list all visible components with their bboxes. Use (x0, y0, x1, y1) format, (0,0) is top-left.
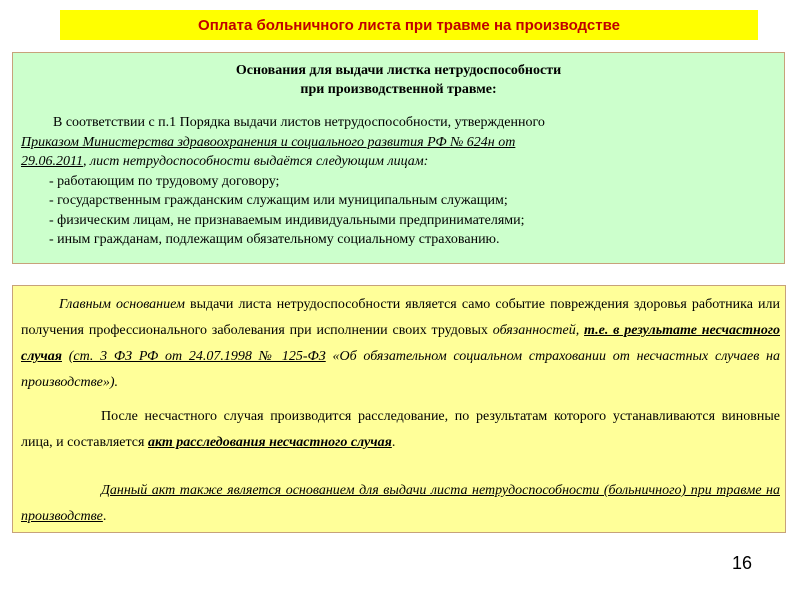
duties-word: обязанностей, (492, 323, 580, 338)
paragraph-investigation (21, 404, 780, 456)
list-item: - физическим лицам, не признаваемым индивидуальными предпринимателями; (49, 212, 525, 228)
investigation-text: После несчастного случая производится расследование, по результатам которого устанавливаются виновные лица, и составляется (21, 409, 780, 450)
intro-tail: , лист нетрудоспособности выдаётся следующим лицам: (82, 154, 429, 169)
grounds-box (12, 52, 785, 264)
title-bar (60, 10, 758, 40)
paragraph-act-basis (21, 478, 780, 530)
main-ground-text: выдачи листа нетрудоспособности является само событие повреждения здоровья работника или получения профессионального заболевания при исполнении своих трудовых (21, 297, 780, 338)
order-paragraph (21, 133, 781, 172)
investigation-end: . (391, 435, 396, 450)
grounds-heading-line1: Основания для выдачи листка нетрудоспособности (235, 63, 562, 78)
list-item: - иным гражданам, подлежащим обязательному социальному страхованию. (49, 232, 500, 247)
page-number: 16 (731, 553, 753, 573)
order-date: 29.06.2011 (21, 154, 83, 169)
investigation-act: акт расследования несчастного случая (147, 435, 392, 450)
list-item: - работающим по трудовому договору; (49, 173, 280, 189)
order-reference: Приказом Министерства здравоохранения и социального развития РФ № 624н от (21, 134, 516, 150)
accident-phrase: т.е. в результате несчастного случая (21, 323, 780, 364)
grounds-body (21, 113, 781, 250)
main-ground-phrase: Главным основанием (59, 297, 185, 312)
intro-text: В соответствии с п.1 Порядка выдачи листов нетрудоспособности, утвержденного (53, 115, 545, 130)
slide-title: Оплата больничного листа при травме на производстве (198, 16, 620, 34)
main-ground-box (12, 285, 786, 533)
grounds-heading-line2: при производственной травме: (300, 82, 497, 97)
paragraph-main-ground (21, 292, 780, 396)
law-reference: (ст. 3 ФЗ РФ от 24.07.1998 № 125-ФЗ (68, 349, 326, 364)
grounds-heading (13, 61, 784, 99)
law-title: «Об обязательном социальном страховании от несчастных случаев на производстве»). (21, 349, 781, 390)
list-item: - государственным гражданским служащим или муниципальным служащим; (49, 193, 508, 208)
act-basis-end: . (102, 509, 107, 524)
act-basis-text: Данный акт также является основанием для выдачи листа нетрудоспособности (больничного) при травме на производстве (21, 483, 780, 524)
